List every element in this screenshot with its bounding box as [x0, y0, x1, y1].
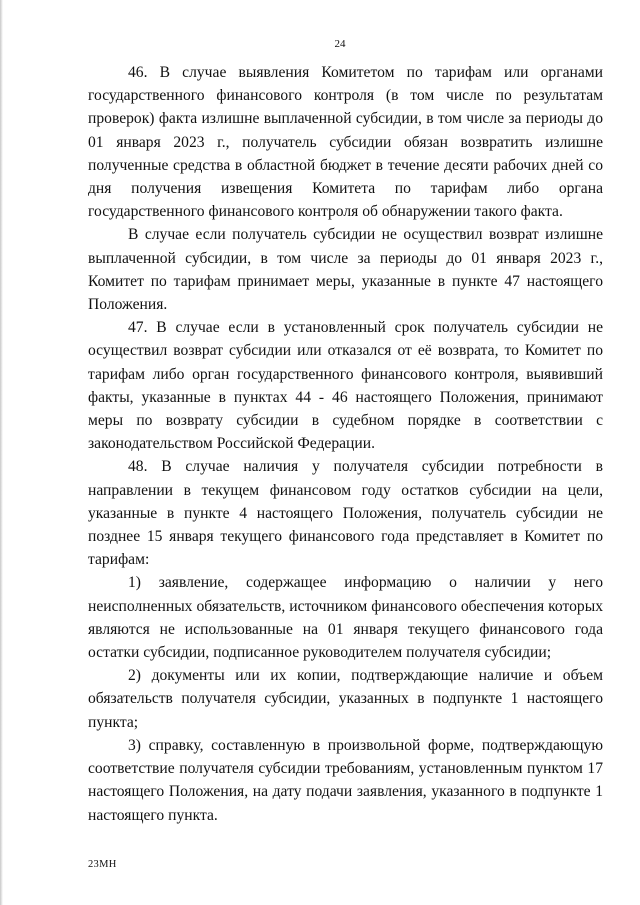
paragraph-46: 46. В случае выявления Комитетом по тарифам или органами государственного финансового контроля (в том числе по результатам проверок) факта излишне выплаченной субсидии, в том числе за периоды до 01 января 2023 г., получатель субсидии обязан возвратить излишне полученные средства в областной бюджет в течение десяти рабочих дней со дня получения извещения Комитета по тарифам либо органа государственного финансового контроля об обнаружении такого факта. — [88, 64, 603, 221]
scan-edge — [0, 0, 3, 905]
paragraph-48: 48. В случае наличия у получателя субсидии потребности в направлении в текущем финансовом году остатков субсидии на цели, указанные в пункте 4 настоящего Положения, получатель субсидии не позднее 15 января текущего финансового года представляет в Комитет по тарифам: — [88, 458, 603, 569]
paragraph-47: 47. В случае если в установленный срок получатель субсидии не осуществил возврат субсидии или отказался от её возврата, то Комитет по тарифам либо орган государственного финансового контроля, выявивший факты, указанные в пунктах 44 - 46 настоящего Положения, принимают меры по возврату субсидии в судебном порядке в соответствии с законодательством Российской Федерации. — [88, 319, 603, 453]
footer-code: 23МН — [88, 859, 117, 870]
document-body — [88, 61, 603, 827]
paragraph-46-continuation: В случае если получатель субсидии не осуществил возврат излишне выплаченной субсидии, в том числе за периоды до 01 января 2023 г., Комитет по тарифам принимает меры, указанные в пункте 47 настоящего Положения. — [88, 226, 603, 314]
page-number: 24 — [334, 38, 346, 50]
subitem-1: 1) заявление, содержащее информацию о наличии у него неисполненных обязательств, источником финансового обеспечения которых являются не использованные на 01 января текущего финансового года остатки субсидии, подписанное руководителем получателя субсидии; — [88, 574, 603, 662]
subitem-2: 2) документы или их копии, подтверждающие наличие и объем обязательств получателя субсидии, указанных в подпункте 1 настоящего пункта; — [88, 667, 603, 731]
subitem-3: 3) справку, составленную в произвольной форме, подтверждающую соответствие получателя субсидии требованиям, установленным пунктом 17 настоящего Положения, на дату подачи заявления, указанного в подпункте 1 настоящего пункта. — [88, 736, 603, 824]
